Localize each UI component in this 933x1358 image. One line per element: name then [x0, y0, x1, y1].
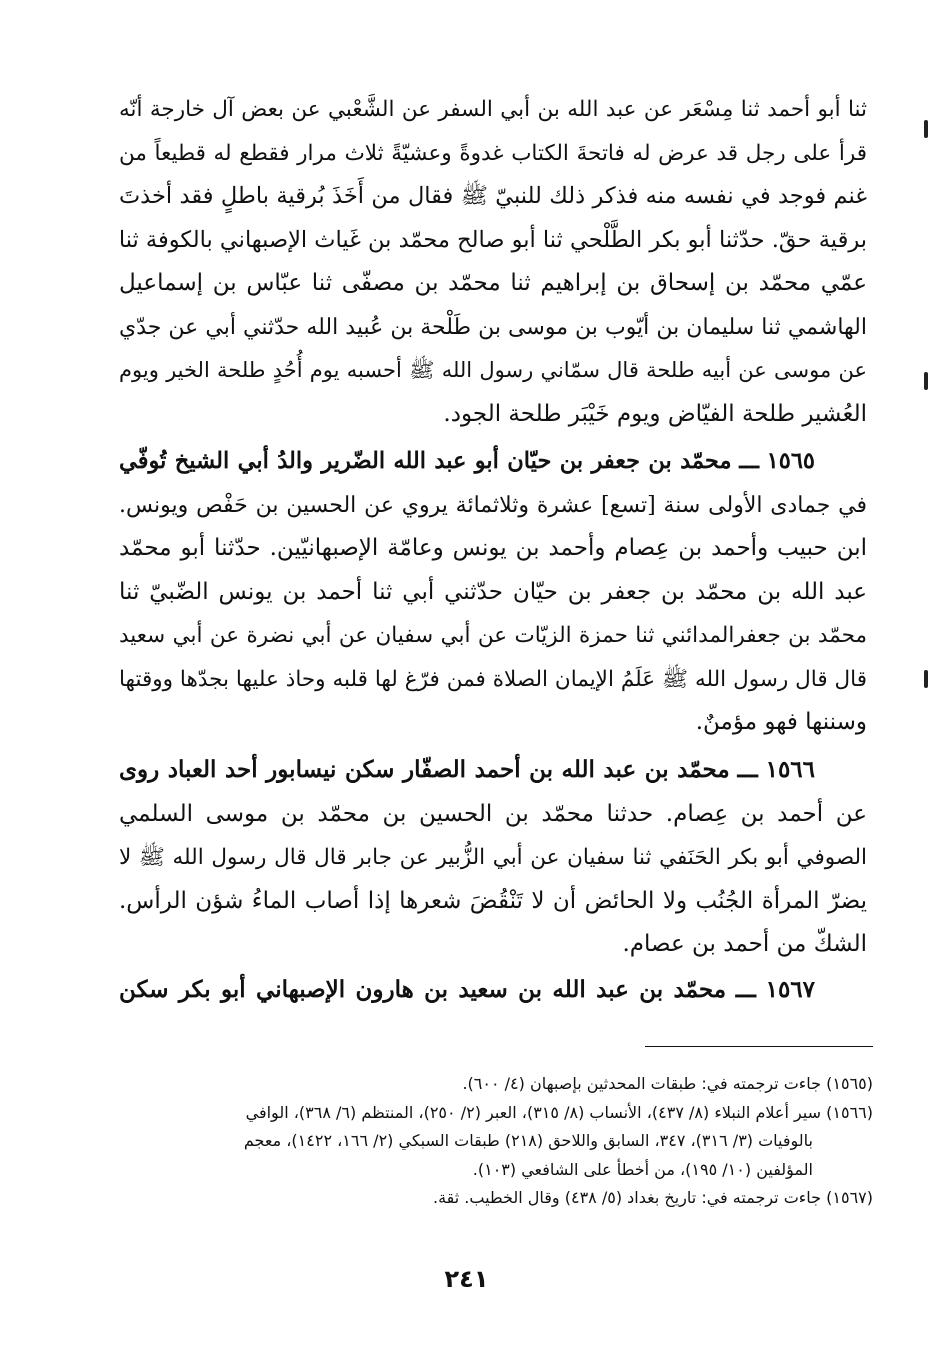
text-line: قال قال رسول الله ﷺ عَلَمُ الإيمان الصلاة فمن فرّغ لها قلبه وحاذ عليها بجدّها ووقتها	[119, 666, 867, 692]
text-line: يضرّ المرأة الجُنُب ولا الحائض أن لا تَنْقُضَ شعرها إذا أصاب الماءُ شؤن الرأس.	[119, 887, 867, 914]
paragraph-continuation	[119, 88, 867, 436]
text-line: في جمادى الأولى سنة [تسع] عشرة وثلاثمائة يروي عن الحسين بن حَفْص ويونس.	[119, 492, 867, 518]
entry-dash: ـــ	[739, 448, 759, 474]
footnote-continuation: بالوفيات (٣/ ٣١٦)، ٣٤٧، السابق واللاحق (٢١٨) طبقات السبكي (٢/ ١٦٦، ١٤٢٢)، معجم	[243, 1131, 813, 1150]
footnote-divider	[645, 1046, 873, 1047]
text-line: الصوفي أبو بكر الحَنَفي ثنا سفيان عن أبي الزُّبير عن جابر قال قال رسول الله ﷺ لا	[119, 845, 867, 870]
text-line: وسننها فهو مؤمنٌ.	[695, 709, 867, 735]
footnote: (١٥٦٦) سير أعلام النبلاء (٨/ ٤٣٧)، الأنساب (٨/ ٣١٥)، العبر (٢/ ٢٥٠)، المنتظم (٦/ ٣٦٨)، الوافي	[245, 1102, 873, 1122]
entry-heading	[119, 968, 867, 1013]
margin-mark	[924, 670, 928, 688]
footnotes	[115, 1070, 873, 1213]
entry-number: ١٥٦٥	[766, 448, 816, 474]
text-line: عن موسى عن أبيه طلحة قال سمّاني رسول الله ﷺ أحسبه يوم أُحُدٍ طلحة الخير ويوم	[119, 358, 867, 382]
text-line: عبد الله بن محمّد بن جعفر بن حيّان حدّثني أبي ثنا أحمد بن يونس الضّبيّ ثنا	[119, 578, 867, 605]
margin-mark	[924, 120, 928, 138]
entry-name: محمّد بن عبد الله بن سعيد بن هارون الإصبهاني أبو بكر سكن	[119, 976, 727, 1003]
page-number: ٢٤١	[444, 1265, 489, 1293]
text-line: الهاشمي ثنا سليمان بن أيّوب بن موسى بن طَلْحة بن عُبيد الله حدّثني أبي عن جدّي	[119, 314, 867, 340]
entry-dash: ـــ	[737, 756, 758, 783]
footnote-continuation: المؤلفين (١٠/ ١٩٥)، من أخطأ على الشافعي (١٠٣).	[472, 1159, 813, 1179]
entry-1567	[119, 968, 867, 1013]
text-line: محمّد بن جعفرالمدائني ثنا حمزة الزيّات عن أبي سفيان عن أبي نضرة عن أبي سعيد	[119, 623, 867, 648]
entry-heading	[119, 440, 867, 484]
entry-dash: ـــ	[735, 976, 756, 1003]
entry-number: ١٥٦٦	[765, 756, 816, 783]
text-line: عمّي محمّد بن إسحاق بن إبراهيم ثنا محمّد بن مصفّى ثنا عبّاس بن إسماعيل	[119, 270, 867, 296]
entry-heading	[119, 748, 867, 793]
entry-name-rest: سكن نيسابور أحد العباد روى	[119, 756, 403, 783]
text-line: ثنا أبو أحمد ثنا مِسْعَر عن عبد الله بن أبي السفر عن الشَّعْبي عن بعض آل خارجة أنّه	[119, 97, 867, 122]
footnote: (١٥٦٧) جاءت ترجمته في: تاريخ بغداد (٥/ ٤٣٨) وقال الخطيب. ثقة.	[433, 1188, 873, 1207]
entry-1566	[119, 748, 867, 967]
entry-name: محمّد بن جعفر بن حيّان أبو عبد الله الضّرير والدُ أبي الشيخ تُوفّي	[119, 448, 732, 474]
footnote: (١٥٦٥) جاءت ترجمته في: طبقات المحدثين بإصبهان (٤/ ٦٠٠).	[462, 1074, 873, 1093]
text-line: عن أحمد بن عِصام. حدثنا محمّد بن الحسين بن محمّد بن موسى السلمي	[119, 800, 867, 827]
text-line: الشكّ من أحمد بن عصام.	[622, 931, 867, 957]
text-line: العُشير طلحة الفيّاض ويوم خَيْبَر طلحة الجود.	[443, 400, 867, 427]
text-line: برقية حقّ. حدّثنا أبو بكر الطَّلْحي ثنا أبو صالح محمّد بن غَياث الإصبهاني بالكوفة ثنا	[118, 226, 867, 253]
entry-name: محمّد بن عبد الله بن أحمد الصفّار	[402, 756, 730, 783]
text-line: قرأ على رجل قد عرض له فاتحةَ الكتاب غدوةً وعشيّةً ثلاث مرار فقطع له قطيعاً من	[119, 140, 867, 166]
entry-number: ١٥٦٧	[765, 976, 816, 1003]
entry-1565	[119, 440, 867, 745]
text-line: غنم فوجد في نفسه منه فذكر ذلك للنبيّ ﷺ فقال من أَخَذَ بُرقية باطلٍ فقد أخذتَ	[119, 183, 867, 209]
text-line: ابن حبيب وأحمد بن عِصام وأحمد بن يونس وعامّة الإصبهانيّين. حدّثنا أبو محمّد	[119, 535, 867, 561]
margin-mark	[924, 372, 928, 390]
